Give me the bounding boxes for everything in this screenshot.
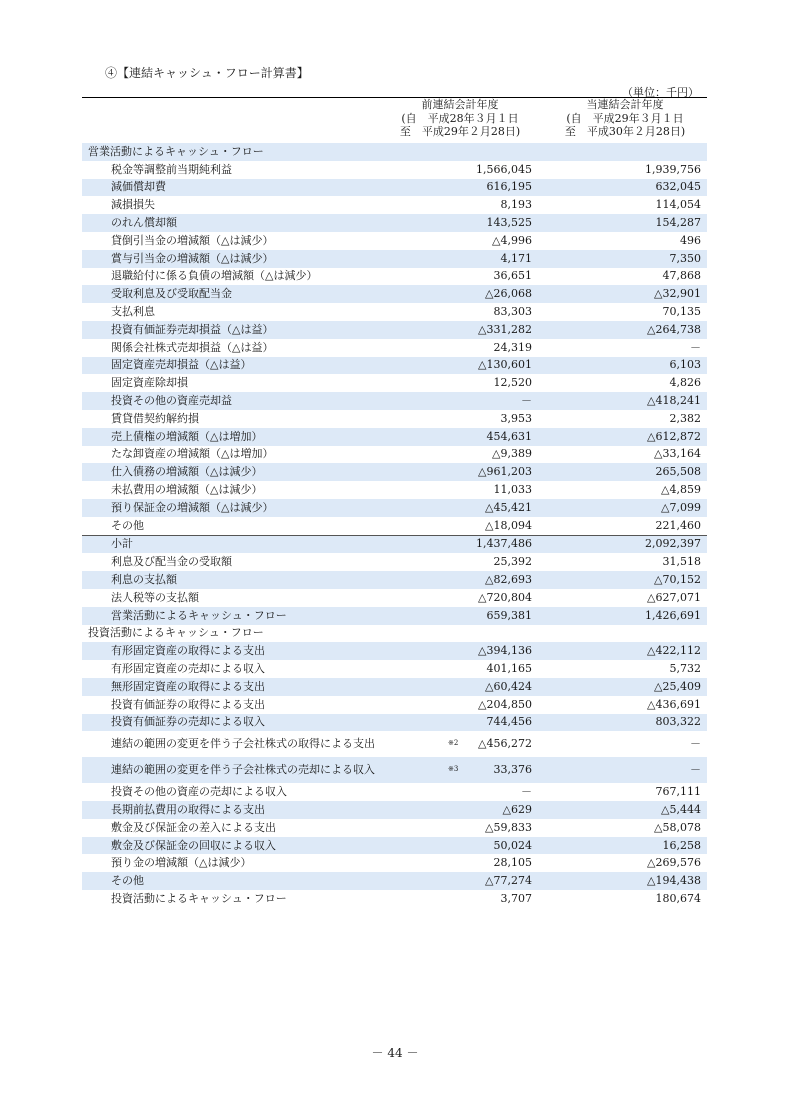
- row-value-prev-text: －: [521, 394, 532, 408]
- row-label: 無形固定資産の取得による支出: [82, 678, 392, 696]
- row-value-prev-text: 12,520: [493, 376, 532, 390]
- row-value-curr: △33,164: [654, 447, 701, 461]
- row-value-curr: 6,103: [541, 357, 707, 375]
- row-value-prev: [392, 357, 541, 375]
- table-row: [82, 757, 707, 783]
- table-row: [82, 357, 707, 375]
- row-label: 税金等調整前当期純利益: [111, 162, 232, 176]
- row-label: 受取利息及び受取配当金: [82, 285, 392, 303]
- row-value-curr: 1,426,691: [541, 607, 707, 625]
- row-value-prev-text: 83,303: [493, 305, 532, 319]
- row-value-prev-text: △629: [502, 802, 532, 816]
- row-label: その他: [111, 518, 144, 532]
- row-label: 敷金及び保証金の回収による収入: [82, 837, 392, 855]
- section-row: [82, 143, 707, 161]
- row-value-prev-text: △26,068: [485, 287, 532, 301]
- row-value-curr: 180,674: [655, 891, 701, 905]
- row-value-prev-text: －: [521, 785, 532, 799]
- row-value-curr: 2,382: [669, 411, 701, 425]
- row-value-curr: △436,691: [647, 697, 701, 711]
- note-marker: ※2: [448, 739, 459, 748]
- row-value-prev: [392, 854, 541, 872]
- row-value-prev: [392, 660, 541, 678]
- table-row: [82, 463, 707, 481]
- row-value-prev-text: 11,033: [493, 483, 532, 497]
- row-label: 関係会社株式売却損益（△は益）: [111, 340, 274, 354]
- column-header-prev-title: 前連結会計年度: [421, 98, 499, 111]
- row-value-curr: △194,438: [541, 872, 707, 890]
- table-row: [82, 161, 707, 179]
- unit-label: （単位：千円）: [622, 86, 699, 99]
- row-label: 未払費用の増減額（△は減少）: [111, 483, 263, 497]
- row-value-prev: [392, 696, 541, 714]
- row-value-curr: △5,444: [541, 801, 707, 819]
- statement-title: ④【連結キャッシュ・フロー計算書】: [105, 66, 309, 80]
- row-value-prev-text: 4,171: [500, 251, 532, 265]
- row-value-prev-text: △45,421: [485, 500, 532, 514]
- table-row: [82, 196, 707, 214]
- row-value-prev: [392, 678, 541, 696]
- row-value-curr: 5,732: [669, 662, 701, 675]
- column-header-curr: [535, 98, 715, 139]
- row-value-prev-text: 33,376: [493, 763, 532, 777]
- row-value-prev: [392, 196, 541, 214]
- row-value-curr: △422,112: [541, 642, 707, 660]
- row-value-prev: [392, 731, 541, 757]
- row-value-prev: [392, 428, 541, 446]
- row-value-curr: 70,135: [662, 305, 701, 319]
- row-value-prev-text: 744,456: [486, 715, 532, 729]
- row-value-curr: 767,111: [655, 785, 701, 799]
- row-label: 売上債権の増減額（△は増加）: [82, 428, 392, 446]
- row-value-curr: 803,322: [541, 714, 707, 732]
- row-label: 投資有価証券の売却による収入: [82, 714, 392, 732]
- column-header-prev-from: (自 平成28年３月１日: [401, 111, 519, 125]
- row-value-curr: 221,460: [655, 518, 701, 532]
- row-label: 貸倒引当金の増減額（△は減少）: [111, 233, 274, 247]
- row-value-prev-text: △331,282: [478, 322, 532, 336]
- row-value-prev: [392, 607, 541, 625]
- row-value-prev-text: △394,136: [478, 644, 532, 658]
- table-row: [82, 801, 707, 819]
- row-value-prev: [392, 392, 541, 410]
- row-value-curr: 47,868: [662, 269, 701, 283]
- row-value-prev: [392, 535, 541, 553]
- row-value-curr: 1,939,756: [645, 162, 701, 176]
- note-marker: ※3: [448, 765, 459, 774]
- row-label: 利息の支払額: [82, 571, 392, 589]
- row-value-curr: △4,859: [661, 483, 701, 497]
- row-value-prev: [392, 714, 541, 732]
- row-value-prev-text: △77,274: [485, 874, 532, 888]
- row-value-prev: [392, 642, 541, 660]
- row-value-prev-text: 8,193: [500, 198, 532, 212]
- row-label: 固定資産売却損益（△は益）: [82, 357, 392, 375]
- row-value-prev: [392, 250, 541, 268]
- row-value-prev-text: 143,525: [486, 216, 532, 230]
- row-label: 有形固定資産の売却による収入: [111, 662, 265, 675]
- row-value-prev: [392, 553, 541, 571]
- row-label: 賞与引当金の増減額（△は減少）: [82, 250, 392, 268]
- table-row: [82, 714, 707, 732]
- page-number: － 44 －: [371, 1046, 419, 1060]
- row-value-curr: 31,518: [662, 555, 701, 569]
- row-label: 連結の範囲の変更を伴う子会社株式の売却による収入: [82, 757, 392, 783]
- column-header-curr-title: 当連結会計年度: [586, 98, 664, 111]
- row-value-prev: [392, 143, 541, 161]
- row-value-prev-text: △9,389: [492, 447, 532, 461]
- table-row: [82, 517, 707, 535]
- row-value-prev: [392, 374, 541, 392]
- row-value-prev-text: 25,392: [493, 555, 532, 569]
- row-value-prev-text: 616,195: [486, 180, 532, 194]
- row-value-prev: [392, 214, 541, 232]
- row-label: 投資活動によるキャッシュ・フロー: [111, 891, 287, 905]
- column-header-prev-to: 至 平成29年２月28日): [399, 125, 521, 138]
- table-row: [82, 589, 707, 607]
- row-label: 固定資産除却損: [111, 376, 188, 390]
- row-label: 退職給付に係る負債の増減額（△は減少）: [111, 269, 318, 283]
- row-value-prev-text: △4,996: [492, 233, 532, 247]
- row-label: 減損損失: [111, 198, 155, 212]
- table-row: [82, 837, 707, 855]
- row-value-curr: 7,350: [541, 250, 707, 268]
- table-row: [82, 642, 707, 660]
- row-value-curr: －: [690, 340, 701, 354]
- row-value-prev: [392, 463, 541, 481]
- row-value-prev: [392, 890, 541, 908]
- table-row: [82, 392, 707, 410]
- table-row: [82, 819, 707, 837]
- row-value-prev-text: 659,381: [486, 608, 532, 622]
- row-value-prev: [392, 571, 541, 589]
- row-value-prev: [392, 232, 541, 250]
- row-value-curr: △7,099: [541, 499, 707, 517]
- row-value-prev: [392, 285, 541, 303]
- table-row: [82, 553, 707, 571]
- table-row: [82, 232, 707, 250]
- row-value-prev-text: 28,105: [493, 856, 532, 870]
- row-value-curr: 496: [680, 233, 701, 247]
- table-row: [82, 410, 707, 428]
- row-value-prev: [392, 179, 541, 197]
- row-label: 投資活動によるキャッシュ・フロー: [88, 626, 264, 640]
- row-value-curr: 114,054: [655, 198, 701, 212]
- row-value-prev: [392, 589, 541, 607]
- table-row: [82, 783, 707, 801]
- row-value-curr: △269,576: [647, 856, 701, 870]
- row-label: 敷金及び保証金の差入による支出: [111, 820, 276, 834]
- row-value-curr: 2,092,397: [541, 535, 707, 553]
- row-label: 預り金の増減額（△は減少）: [111, 856, 252, 870]
- row-value-prev-text: 24,319: [493, 340, 532, 354]
- table-row: [82, 499, 707, 517]
- row-value-prev: [392, 161, 541, 179]
- row-label: 減価償却費: [82, 179, 392, 197]
- row-label: 利息及び配当金の受取額: [111, 555, 232, 569]
- row-value-prev: [392, 872, 541, 890]
- table-row: [82, 854, 707, 872]
- row-label: 投資有価証券の取得による支出: [111, 697, 265, 711]
- table-row: [82, 731, 707, 757]
- row-label: 小計: [82, 535, 392, 553]
- row-value-prev-text: △456,272: [478, 737, 532, 751]
- row-value-prev: [392, 625, 541, 643]
- row-value-curr: 154,287: [541, 214, 707, 232]
- subtotal-row: [82, 535, 707, 553]
- row-value-prev-text: △204,850: [478, 697, 532, 711]
- row-value-prev-text: △59,833: [485, 820, 532, 834]
- row-value-prev-text: 1,437,486: [476, 537, 532, 551]
- row-value-prev-text: △18,094: [485, 518, 532, 532]
- row-label: 仕入債務の増減額（△は減少）: [82, 463, 392, 481]
- row-value-curr: 632,045: [541, 179, 707, 197]
- row-value-prev: [392, 339, 541, 357]
- row-value-prev: [392, 321, 541, 339]
- row-value-prev-text: △961,203: [478, 465, 532, 479]
- row-value-prev: [392, 481, 541, 499]
- row-value-prev-text: △720,804: [478, 590, 532, 604]
- column-header-curr-to: 至 平成30年２月28日): [564, 125, 686, 138]
- table-row: [82, 214, 707, 232]
- row-label: 投資その他の資産売却益: [82, 392, 392, 410]
- row-label: 営業活動によるキャッシュ・フロー: [82, 143, 392, 161]
- row-value-curr: △58,078: [654, 820, 701, 834]
- row-value-curr: △264,738: [541, 321, 707, 339]
- column-header-prev: [370, 98, 550, 139]
- row-value-curr: －: [690, 737, 701, 751]
- table-row: [82, 285, 707, 303]
- row-value-prev-text: △82,693: [485, 573, 532, 587]
- table-row: [82, 268, 707, 286]
- row-value-prev: [392, 837, 541, 855]
- row-label: 有形固定資産の取得による支出: [82, 642, 392, 660]
- row-value-curr: [541, 625, 707, 643]
- row-value-prev-text: 3,707: [500, 891, 532, 905]
- row-label: 投資有価証券売却損益（△は益）: [82, 321, 392, 339]
- row-label: 預り保証金の増減額（△は減少）: [82, 499, 392, 517]
- row-value-curr: △627,071: [647, 590, 701, 604]
- table-row: [82, 571, 707, 589]
- row-value-curr: △418,241: [541, 392, 707, 410]
- row-value-prev-text: 1,566,045: [476, 162, 532, 176]
- table-row: [82, 872, 707, 890]
- row-label: 法人税等の支払額: [111, 590, 199, 604]
- row-label: のれん償却額: [82, 214, 392, 232]
- row-label: 賃貸借契約解約損: [111, 411, 199, 425]
- table-row: [82, 250, 707, 268]
- row-value-curr: △32,901: [541, 285, 707, 303]
- cash-flow-table: [82, 143, 707, 908]
- table-row: [82, 696, 707, 714]
- row-value-prev-text: 36,651: [493, 269, 532, 283]
- row-value-curr: 4,826: [669, 376, 701, 390]
- table-row: [82, 374, 707, 392]
- row-label: たな卸資産の増減額（△は増加）: [111, 447, 274, 461]
- table-row: [82, 321, 707, 339]
- row-value-prev: [392, 517, 541, 535]
- table-row: [82, 607, 707, 625]
- row-label: 投資その他の資産の売却による収入: [111, 785, 287, 799]
- row-value-curr: △25,409: [541, 678, 707, 696]
- table-row: [82, 890, 707, 908]
- row-value-curr: 16,258: [541, 837, 707, 855]
- table-row: [82, 179, 707, 197]
- row-value-curr: [541, 143, 707, 161]
- table-row: [82, 446, 707, 464]
- row-value-prev-text: △60,424: [485, 679, 532, 693]
- table-row: [82, 428, 707, 446]
- row-value-prev: [392, 303, 541, 321]
- row-label: 連結の範囲の変更を伴う子会社株式の取得による支出: [111, 737, 375, 751]
- row-value-prev: [392, 783, 541, 801]
- row-label: その他: [82, 872, 392, 890]
- row-value-curr: △612,872: [541, 428, 707, 446]
- row-label: 長期前払費用の取得による支出: [82, 801, 392, 819]
- row-value-prev-text: △130,601: [478, 358, 532, 372]
- row-value-prev: [392, 757, 541, 783]
- row-value-prev-text: 3,953: [500, 411, 532, 425]
- table-row: [82, 678, 707, 696]
- row-value-curr: △70,152: [541, 571, 707, 589]
- row-value-prev: [392, 446, 541, 464]
- row-value-prev: [392, 268, 541, 286]
- row-value-prev: [392, 410, 541, 428]
- table-row: [82, 339, 707, 357]
- row-label: 営業活動によるキャッシュ・フロー: [82, 607, 392, 625]
- section-row: [82, 625, 707, 643]
- row-value-curr: －: [541, 757, 707, 783]
- row-value-prev: [392, 819, 541, 837]
- row-value-curr: 265,508: [541, 463, 707, 481]
- row-value-prev-text: 454,631: [486, 429, 532, 443]
- row-label: 支払利息: [111, 305, 155, 319]
- row-value-prev: [392, 499, 541, 517]
- table-row: [82, 660, 707, 678]
- row-value-prev: [392, 801, 541, 819]
- column-header-curr-from: (自 平成29年３月１日: [566, 111, 684, 125]
- row-value-prev-text: 401,165: [486, 662, 532, 675]
- table-row: [82, 481, 707, 499]
- row-value-prev-text: 50,024: [493, 838, 532, 852]
- table-row: [82, 303, 707, 321]
